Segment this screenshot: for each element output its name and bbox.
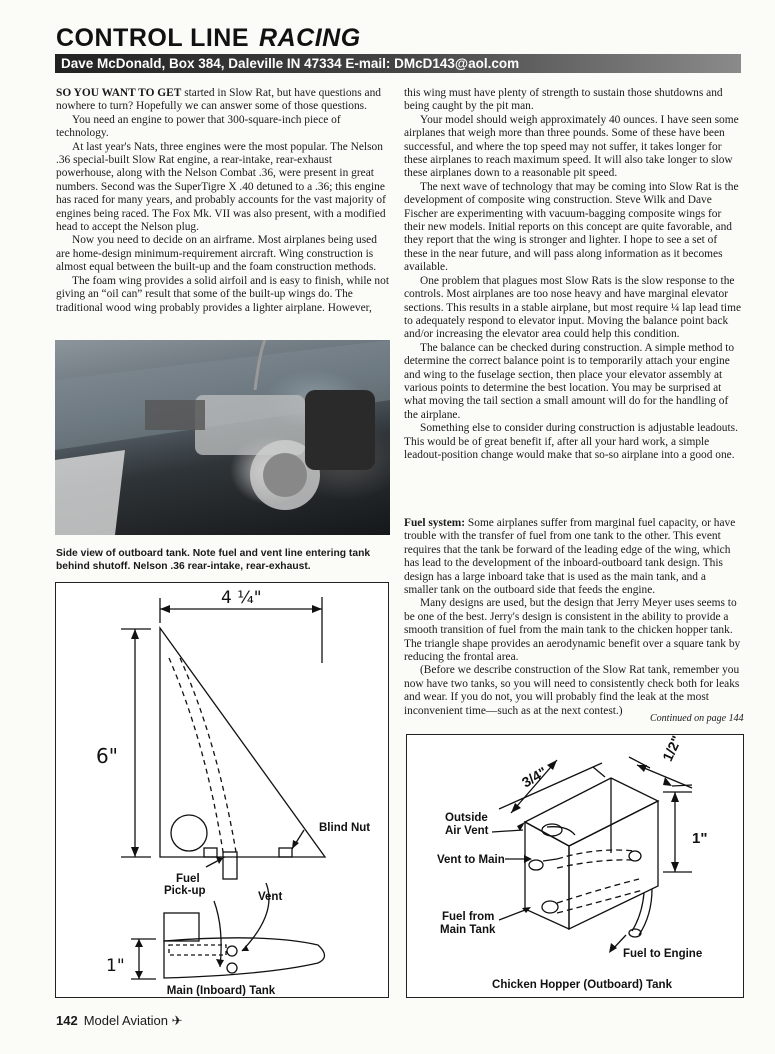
fuel-system-section xyxy=(404,517,742,718)
diagram-title: Main (Inboard) Tank xyxy=(166,985,276,996)
engine-photo-illustration xyxy=(55,340,390,535)
filler-hole xyxy=(171,815,207,851)
main-tank-drawing xyxy=(56,583,387,996)
paragraph: The balance can be checked during construction. A simple method to determine the correct balance point is to temporarily attach your engine and wing to the fuselage section, then place your elevator assembly at various points to determine the best location. You may be surprised at what moving the tail section a small amount will do for the handling of the airplane. xyxy=(404,341,735,421)
height-dimension-label: 1" xyxy=(692,830,708,847)
paragraph: You need an engine to power that 300-square-inch piece of technology. xyxy=(56,113,341,140)
section-heading: Fuel system: xyxy=(404,517,466,529)
paragraph-text: started in Slow Rat, but have questions and nowhere to turn? Hopefully we can answer some of those questions. xyxy=(56,87,381,113)
title-main: CONTROL LINE xyxy=(56,24,250,52)
paragraph: (Before we describe construction of the Slow Rat tank, remember you now have two tanks, so you will need to consistently check both for leaks and wear. If you do not, you will probably find the leak at the most inconvenient time—such as at the next contest.) xyxy=(404,664,740,717)
magazine-name: Model Aviation xyxy=(83,1013,169,1028)
engine-tank-photo xyxy=(55,340,390,535)
paragraph: Now you need to decide on an airframe. Most airplanes being used are home-design minimum-requirement aircraft. Wing construction is almost equal between the built-up and the foam construction methods. xyxy=(56,234,377,274)
fuel-from-main-label: Fuel from xyxy=(442,911,495,923)
hopper-tank-drawing xyxy=(407,735,742,996)
paragraph xyxy=(56,87,392,114)
paragraph: At last year's Nats, three engines were the most popular. The Nelson .36 special-built Slow Rat engine, a rear-intake, rear-exhaust powerhouse, along with the Nelson Combat .36, were present in great numbers. Second was the SuperTigre X .40 detuned to a .36; this engine has raced for many years, and probably accounts for the vast majority of engines being raced. The Fox Mk. VII was also present, with a modified head to accept the Nelson plug. xyxy=(56,140,386,234)
paragraph: The foam wing provides a solid airfoil and is easy to finish, while not giving an “oil can” result that some of the built-up wings do. The traditional wood wing probably provides a lighter airplane. However, xyxy=(56,274,389,314)
fuel-from-main-label-2: Main Tank xyxy=(440,924,496,936)
outside-air-vent-label-2: Air Vent xyxy=(445,825,489,837)
outside-air-vent-label: Outside xyxy=(445,812,488,824)
photo-caption: Side view of outboard tank. Note fuel and vent line entering tank behind shutoff. Nelson .36 rear-intake, rear-exhaust. xyxy=(56,548,371,572)
height-dimension-label: 6" xyxy=(96,744,118,768)
diagram-title: Chicken Hopper (Outboard) Tank xyxy=(492,979,672,991)
left-article-column xyxy=(56,87,392,315)
lead-in: SO YOU WANT TO GET xyxy=(56,87,182,99)
paragraph: The next wave of technology that may be coming into Slow Rat is the development of composite wing construction. Steve Wilk and Dave Fischer are experimenting with vacuum-bagging composite wings for their new models. Initial reports on this concept are quite favorable, and they report that the wing is stronger and lighter. I hope to see a set of these in the near future, and will pass along information as it becomes available. xyxy=(404,180,739,274)
paragraph xyxy=(404,517,742,597)
main-tank-diagram xyxy=(55,582,389,998)
title-accent: RACING xyxy=(259,24,361,52)
thickness-dimension-label: 1" xyxy=(106,956,125,976)
fuel-pickup-label: Fuel xyxy=(176,873,200,885)
paragraph: Many designs are used, but the design that Jerry Meyer uses seems to be one of the best. Jerry's design is consistent in the ability to provide a smooth transition of fuel from the main tank to the chicken hopper tank. The triangle shape provides an aerodynamic benefit over a square tank by reducing the frontal area. xyxy=(404,597,741,664)
width-dimension-label: 4 ¼" xyxy=(221,588,262,608)
fuel-pickup-label-2: Pick-up xyxy=(164,885,206,897)
fuel-to-engine-label: Fuel to Engine xyxy=(623,948,703,960)
vent-to-main-label: Vent to Main xyxy=(437,854,505,866)
vent-label: Vent xyxy=(258,891,283,903)
column-title xyxy=(56,24,361,53)
blind-nut-label: Blind Nut xyxy=(319,822,371,834)
airplane-icon: ✈ xyxy=(171,1013,183,1028)
page-number: 142 xyxy=(56,1013,78,1028)
depth-dimension-label: 3/4" xyxy=(518,763,550,791)
continued-notice: Continued on page 144 xyxy=(650,713,744,724)
right-article-column xyxy=(404,87,742,462)
triangle-tank-outline xyxy=(160,628,325,857)
paragraph-text: Some airplanes suffer from marginal fuel capacity, or have trouble with the transfer of fuel from one tank to the other. This event requires that the tank be forward of the leading edge of the wing, which has lead to the development of the inboard-outboard tank design. This design has a large inboard take that is used as the main tank, and a smaller tank on the outboard side that feeds the engine. xyxy=(404,517,736,597)
hopper-tank-diagram xyxy=(406,734,744,998)
paragraph: One problem that plagues most Slow Rats is the slow response to the controls. Most airplanes are too nose heavy and have marginal elevator sections. This results in a stable airplane, but most require ¼ lap lead time to adequately respond to elevator input. Moving the balance point back and/or increasing the elevator area could help this condition. xyxy=(404,274,741,341)
paragraph: Something else to consider during construction is adjustable leadouts. This would be of great benefit if, after all your hard work, a simple leadout-position change would make that so-so airplane into a good one. xyxy=(404,422,738,461)
author-byline-bar: Dave McDonald, Box 384, Daleville IN 47334 E-mail: DMcD143@aol.com xyxy=(55,54,741,73)
paragraph: this wing must have plenty of strength to sustain those shutdowns and being caught by the pit man. xyxy=(404,87,723,113)
paragraph: Your model should weigh approximately 40 ounces. I have seen some airplanes that weigh more than three pounds. Some of these have been successful, and where the top speed may not suffer, it takes longer for these airplanes to reach maximum speed. It will also take longer to slow these airplanes down to a reasonable pit speed. xyxy=(404,113,739,180)
page-footer xyxy=(56,1013,183,1029)
inboard-tank-side xyxy=(164,938,325,978)
width-dimension-label: 1/2" xyxy=(659,735,685,764)
